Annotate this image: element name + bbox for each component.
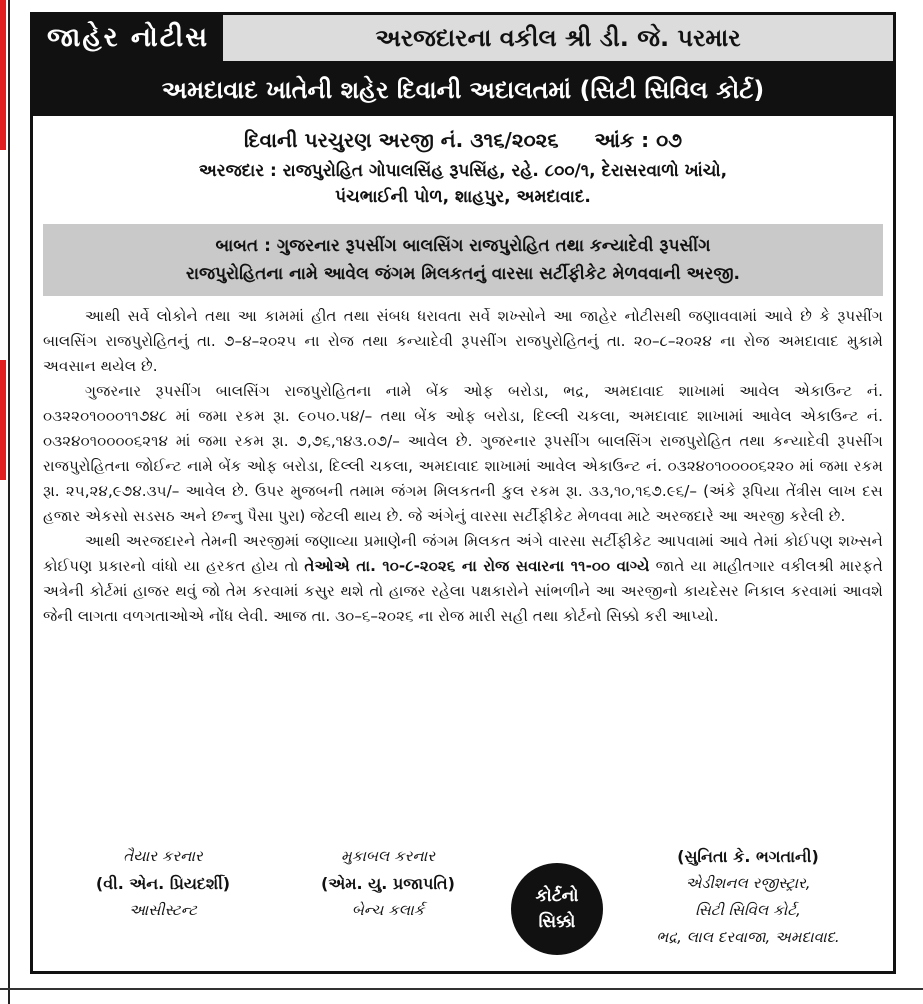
notice-title: જાહેર નોટીસ bbox=[33, 15, 223, 61]
subject-line: બાબત : ગુજરનાર રૂપસીંગ બાલસિંગ રાજપુરોહિત તથા કન્યાદેવી રૂપસીંગ bbox=[215, 236, 711, 256]
subject-line: રાજપુરોહિતના નામે આવેલ જંગમ મિલકતનું વારસા સર્ટીફીકેટ મેળવવાની અરજી. bbox=[186, 264, 740, 284]
seal-text: કોર્ટનો bbox=[535, 886, 579, 906]
hearing-date-text: તેઓએ તા. ૧૦-૮-૨૦૨૬ ના રોજ સવારના ૧૧-૦૦ વાગ્યે bbox=[304, 557, 650, 575]
body-text: આથી અરજદારને તેમની અરજીમાં જણાવ્યા પ્રમાણેની જંગમ મિલકત અંગે વારસા સર્ટીફીકેટ આપવામાં આવે તેમાં કોઈપણ શખ્સને કોઈપણ પ્રકારનો વાંધો યા હરકત હોય તો bbox=[43, 532, 883, 575]
body-paragraph: ગુજરનાર રૂપસીંગ બાલસિંગ રાજપુરોહિતના નામે બેંક ઓફ બરોડા, ભદ્ર, અમદાવાદ શાખામાં આવેલ એકાઉન્ટ નં. ૦૩૨૨૦૧૦૦૦૧૧૭૪૮ માં જમા રકમ રૂા. ૯૦૫૦.૫૪/– તથા બેંક ઓફ બરોડા, દિલ્લી ચકલા, અમદાવાદ શાખામાં આવેલ એકાઉન્ટ નં. ૦૩૨૪૦૧૦૦૦૦૬૨૧૪ માં જમા રકમ રૂા. ૭,૭૬,૧૪૩.૦૭/– આવેલ છે. ગુજરનાર રૂપસીંગ બાલસિંગ રાજપુરોહિત તથા કન્યાદેવી રૂપસીંગ રાજપુરોહિતના જોઈન્ટ નામે બેંક ઓફ બરોડા, દિલ્લી ચકલા, અમદાવાદ શાખામાં આવેલ એકાઉન્ટ નં. ૦૩૨૪૦૧૦૦૦૦૬૨૨૦ માં જમા રકમ રૂા. ૨૫,૨૪,૯૭૪.૩૫/– આવેલ છે. ઉપર મુજબની તમામ જંગમ મિલકતની કુલ રકમ રૂા. ૩૩,૧૦,૧૬૭.૯૬/– (અંકે રૂપિયા તેંત્રીસ લાખ દસ હજાર એકસો સડસઠ અને છન્નુ પૈસા પુરા) જેટલી થાય છે. જે અંગેનું વારસા સર્ટીફીકેટ મેળવવા માટે અરજદારે આ અરજી કરેલી છે. bbox=[43, 382, 883, 525]
notice-body bbox=[33, 304, 893, 629]
subject-box bbox=[43, 224, 883, 296]
body-paragraph bbox=[43, 529, 883, 629]
court-name: અમદાવાદ ખાતેની શહેર દિવાની અદાલતમાં (સિટી સિવિલ કોર્ટ) bbox=[33, 64, 893, 116]
case-number-line bbox=[33, 128, 893, 152]
signature-role: તૈયાર કરનાર bbox=[123, 847, 203, 865]
signature-block bbox=[33, 843, 893, 973]
compared-by-signature bbox=[273, 843, 503, 924]
applicant-details bbox=[33, 158, 893, 210]
seal-text: સિક્કો bbox=[538, 912, 576, 932]
signature-designation: એડીશનલ રજીસ્ટ્રાર, bbox=[685, 874, 811, 892]
applicant-line: અરજદાર : રાજપુરોહિત ગોપાલસિંહ રૂપસિંહ, રહે. ૮૦૦/૧, દેરાસરવાળો ખાંચો, bbox=[198, 161, 728, 181]
advocate-name: અરજદારના વકીલ શ્રી ડી. જે. પરમાર bbox=[223, 15, 893, 61]
bottom-divider bbox=[0, 988, 923, 990]
signature-name: (વી. એન. પ્રિયદર્શી) bbox=[95, 874, 231, 893]
notice-header-row bbox=[33, 15, 893, 64]
body-paragraph: આથી સર્વે લોકોને તથા આ કામમાં હીત તથા સંબધ ધરાવતા સર્વે શખ્સોને આ જાહેર નોટીસથી જણાવવામાં આવે છે કે રૂપસીંગ બાલસિંગ રાજપુરોહિતનું તા. ૭–૪–૨૦૨૫ ના રોજ તથા કન્યાદેવી રૂપસીંગ રાજપુરોહિતનું તા. ૨૦–૮–૨૦૨૪ ના રોજ અમદાવાદ મુકામે અવસાન થયેલ છે. bbox=[43, 307, 883, 375]
signature-designation: સિટી સિવિલ કોર્ટ, bbox=[695, 901, 801, 919]
column-divider bbox=[8, 0, 10, 1004]
court-seal bbox=[511, 863, 603, 955]
signature-name: (સુનિતા કે. ભગતાની) bbox=[677, 847, 819, 866]
red-accent-block bbox=[0, 0, 6, 150]
prepared-by-signature bbox=[53, 843, 273, 924]
signature-role: મુકાબલ કરનાર bbox=[341, 847, 435, 865]
signature-name: (એમ. યુ. પ્રજાપતિ) bbox=[321, 874, 455, 893]
left-column-edge bbox=[0, 0, 10, 1004]
red-accent-block bbox=[0, 360, 6, 480]
signature-designation: બેન્ચ કલાર્ક bbox=[351, 901, 425, 919]
exhibit-number: આંક : ૦૭ bbox=[594, 128, 683, 152]
signature-address: ભદ્ર, લાલ દરવાજા, અમદાવાદ. bbox=[656, 928, 840, 946]
application-number: દિવાની પરચુરણ અરજી નં. ૩૧૬/૨૦૨૬ bbox=[243, 128, 559, 152]
applicant-line: પંચભાઈની પોળ, શાહપુર, અમદાવાદ. bbox=[335, 187, 591, 207]
signature-designation: આસીસ્ટન્ટ bbox=[129, 901, 197, 919]
public-notice bbox=[30, 12, 896, 974]
registrar-signature bbox=[603, 843, 893, 951]
body-text: જાતે યા માહીતગાર વકીલશ્રી મારફતે અત્રેની કોર્ટમાં હાજર થવું જો તેમ કરવામાં કસુર થશે તો હાજર રહેલા પક્ષકારોને સાંભળીને આ અરજીનો કાયદેસર નિકાલ કરવામાં આવશે જેની લાગતા વળગતાઓએ નોંધ લેવી. આજ તા. ૩૦–૬–૨૦૨૬ ના રોજ મારી સહી તથા કોર્ટનો સિક્કો કરી આપ્યો. bbox=[43, 557, 883, 625]
